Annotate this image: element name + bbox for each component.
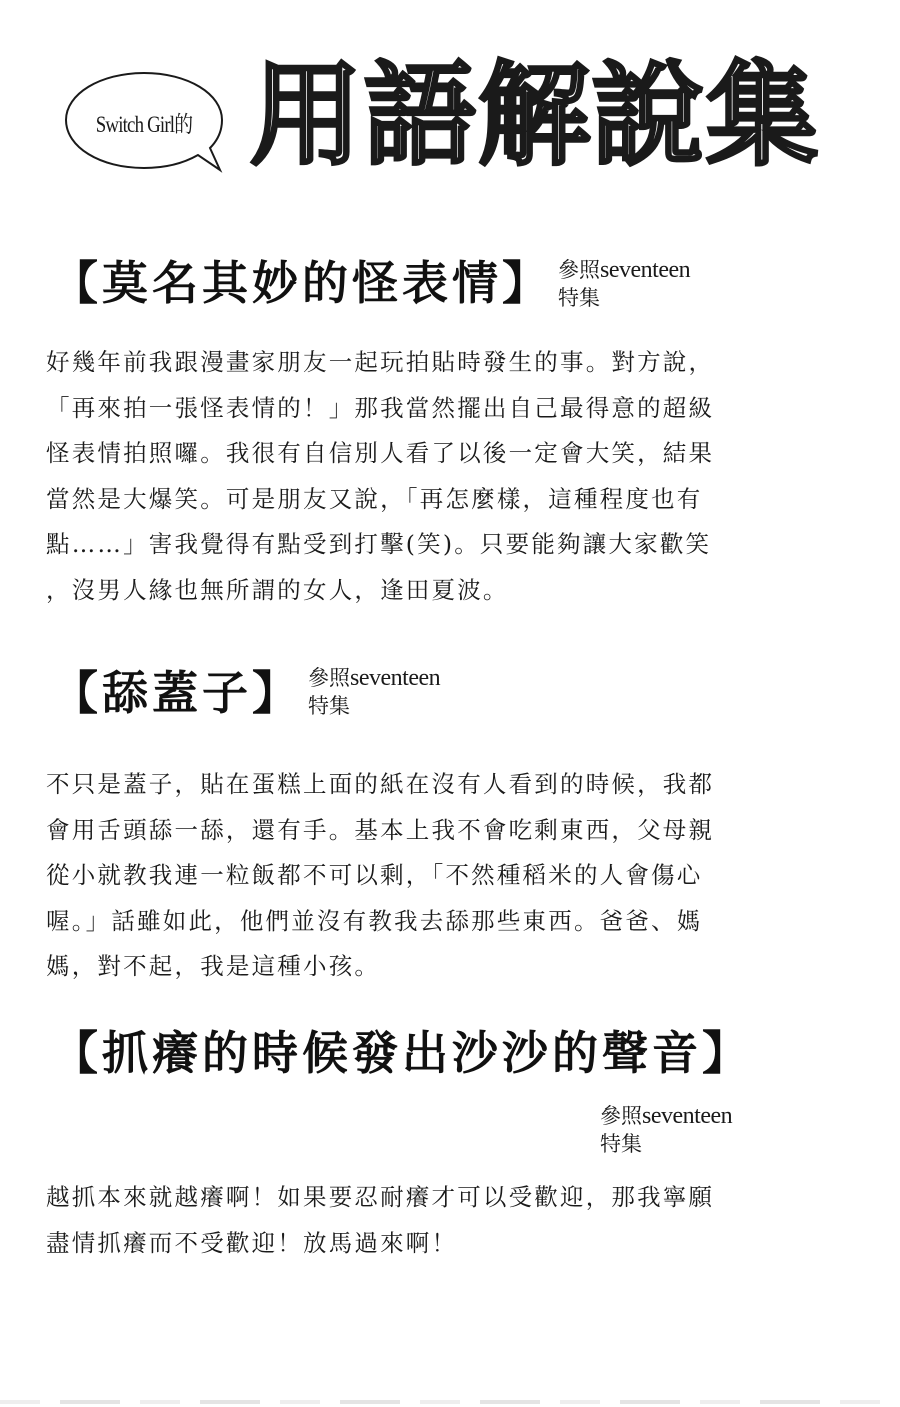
title-char: 說 [592, 51, 704, 181]
reference-source: seventeen [642, 1103, 733, 1129]
section-heading [52, 250, 690, 316]
scan-edge [0, 1400, 900, 1404]
body-line: 怪表情拍照囉。我很有自信別人看了以後一定會大笑，結果 [46, 439, 715, 467]
title-char: 用 [250, 51, 362, 181]
section-body [46, 1175, 786, 1266]
body-line: 當然是大爆笑。可是朋友又說，「再怎麼樣，這種程度也有 [46, 484, 703, 513]
body-line: 從小就教我連一粒飯都不可以剩，「不然種稻米的人會傷心 [46, 861, 703, 889]
speech-bubble [62, 70, 226, 174]
reference-feature: 特集 [558, 286, 600, 310]
term-title: 【舔蓋子】 [52, 666, 302, 720]
body-line: 越抓本來就越癢啊！如果要忍耐癢才可以受歡迎，那我寧願 [46, 1183, 715, 1211]
page-title [250, 51, 818, 181]
body-line: 「再來拍一張怪表情的！」那我當然擺出自己最得意的超級 [46, 393, 715, 422]
reference-source: seventeen [600, 257, 691, 283]
reference-label: 參照 [308, 666, 350, 690]
body-line: 盡情抓癢而不受歡迎！放馬過來啊！ [46, 1228, 458, 1257]
page-header [0, 0, 900, 220]
body-line: 不只是蓋子，貼在蛋糕上面的紙在沒有人看到的時候，我都 [46, 770, 715, 798]
title-char: 集 [706, 51, 818, 181]
body-line: 點……」害我覺得有點受到打擊(笑)。只要能夠讓大家歡笑 [46, 530, 712, 558]
reference-feature: 特集 [600, 1132, 642, 1156]
body-line: 會用舌頭舔一舔，還有手。基本上我不會吃剩東西，父母親 [46, 815, 715, 844]
body-line: 好幾年前我跟漫畫家朋友一起玩拍貼時發生的事。對方說， [46, 348, 715, 376]
section-heading [52, 1020, 752, 1086]
title-char: 解 [478, 51, 590, 181]
title-char: 語 [364, 51, 476, 181]
section-body [46, 340, 786, 613]
reference-source: seventeen [350, 665, 441, 691]
reference-label: 參照 [558, 258, 600, 282]
reference-note [558, 256, 690, 312]
term-title: 【莫名其妙的怪表情】 [52, 256, 552, 310]
body-line: ，沒男人緣也無所謂的女人，逢田夏波。 [46, 575, 509, 604]
term-title: 【抓癢的時候發出沙沙的聲音】 [52, 1026, 752, 1080]
reference-feature: 特集 [308, 694, 350, 718]
bubble-label: Switch Girl的 [95, 111, 193, 137]
reference-note [600, 1102, 732, 1158]
reference-label: 參照 [600, 1104, 642, 1128]
section-heading [52, 660, 440, 726]
body-line: 媽，對不起，我是這種小孩。 [46, 952, 381, 980]
section-body [46, 762, 786, 990]
body-line: 喔。」話雖如此，他們並沒有教我去舔那些東西。爸爸、媽 [46, 906, 703, 935]
reference-note [308, 664, 440, 720]
